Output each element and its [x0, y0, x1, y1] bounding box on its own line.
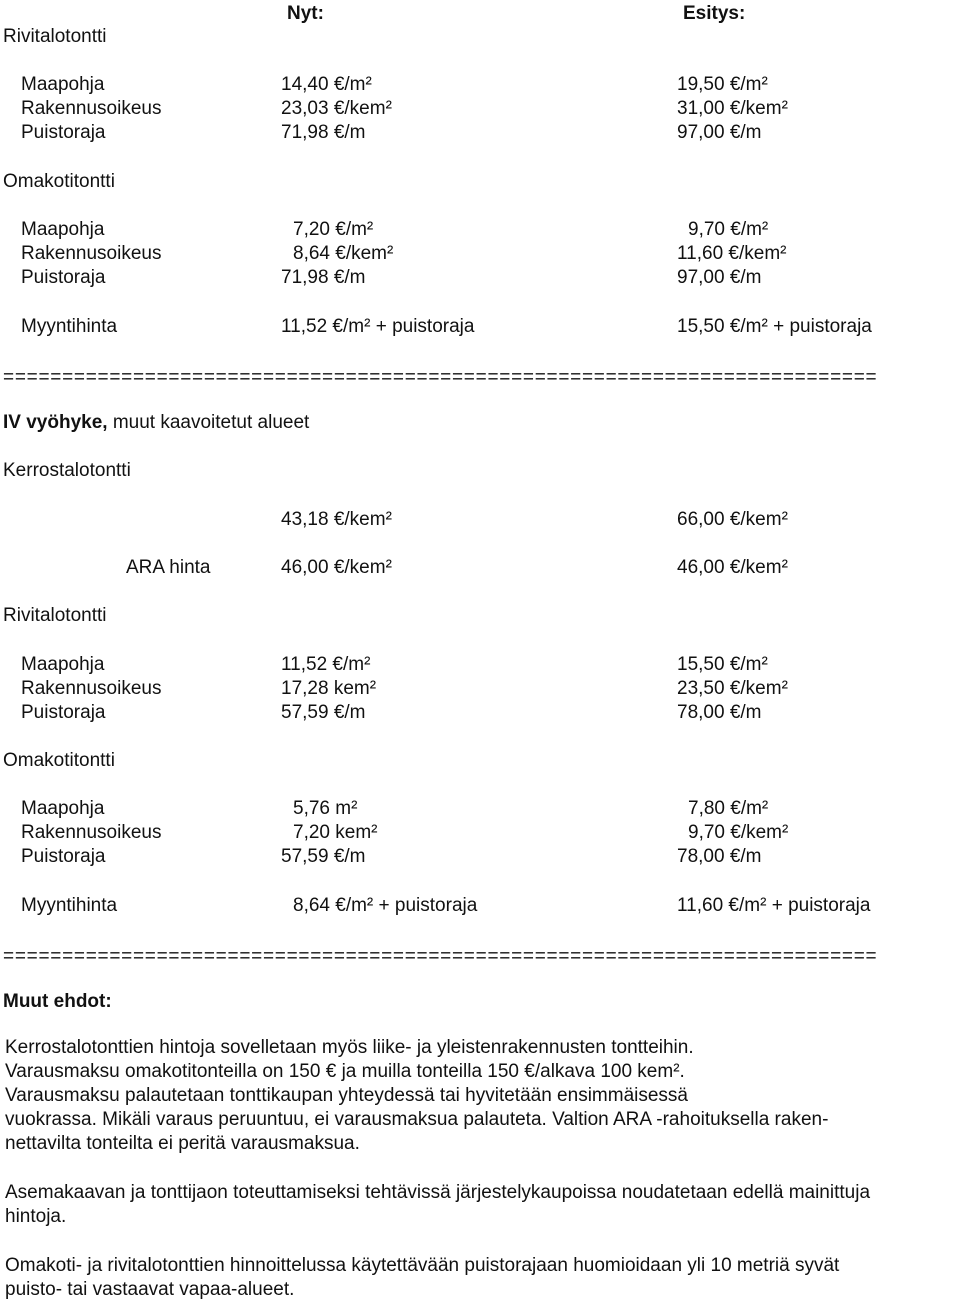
- conditions-paragraph-reservation: [5, 1036, 955, 1156]
- proposal-value: 97,00 €/m: [677, 267, 762, 288]
- ara-price-label: ARA hinta: [126, 557, 211, 578]
- now-value: 7,20 kem²: [293, 822, 378, 843]
- row-label: Puistoraja: [21, 267, 106, 288]
- proposal-value: 15,50 €/m²: [677, 654, 768, 675]
- conditions-paragraph-arrangement: [5, 1181, 955, 1229]
- row-label: Puistoraja: [21, 846, 106, 867]
- proposal-value: 78,00 €/m: [677, 702, 762, 723]
- row-label: Puistoraja: [21, 702, 106, 723]
- separator-line: ==========================================================================: [3, 367, 878, 388]
- now-value: 57,59 €/m: [281, 846, 366, 867]
- paragraph-line: vuokrassa. Mikäli varaus peruuntuu, ei varausmaksua palauteta. Valtion ARA -rahoituksella raken-: [5, 1109, 829, 1130]
- conditions-paragraph-park-border: [5, 1254, 955, 1302]
- section-label-rivitalotontti-iv: Rivitalotontti: [3, 605, 107, 626]
- sale-price-proposal: 15,50 €/m² + puistoraja: [677, 316, 872, 337]
- sale-price-label-iv: Myyntihinta: [21, 895, 118, 916]
- row-label: Maapohja: [21, 74, 105, 95]
- row-label: Rakennusoikeus: [21, 98, 162, 119]
- row-label: Puistoraja: [21, 122, 106, 143]
- sale-price-now-iv: 8,64 €/m² + puistoraja: [293, 895, 478, 916]
- row-label: Maapohja: [21, 219, 105, 240]
- paragraph-line: Varausmaksu omakotitonteilla on 150 € ja muilla tonteilla 150 €/alkava 100 kem².: [5, 1061, 685, 1082]
- proposal-value: 31,00 €/kem²: [677, 98, 788, 119]
- column-header-now: Nyt:: [287, 3, 324, 24]
- proposal-value: 9,70 €/m²: [688, 219, 769, 240]
- now-value: 57,59 €/m: [281, 702, 366, 723]
- zone-title: [3, 413, 309, 432]
- section-label-kerrostalotontti: Kerrostalotontti: [3, 460, 131, 481]
- proposal-value: 19,50 €/m²: [677, 74, 768, 95]
- proposal-value: 97,00 €/m: [677, 122, 762, 143]
- row-label: Maapohja: [21, 654, 105, 675]
- paragraph-line: Asemakaavan ja tonttijaon toteuttamiseksi tehtävissä järjestelykaupoissa noudatetaan edellä mainittuja: [5, 1182, 871, 1203]
- column-header-proposal: Esitys:: [683, 3, 746, 24]
- ara-price-proposal: 46,00 €/kem²: [677, 557, 788, 578]
- now-value: 5,76 m²: [293, 798, 358, 819]
- now-value: 71,98 €/m: [281, 122, 366, 143]
- sale-price-proposal-iv: 11,60 €/m² + puistoraja: [677, 895, 871, 916]
- kerrostalo-now: 43,18 €/kem²: [281, 509, 392, 530]
- row-label: Rakennusoikeus: [21, 678, 162, 699]
- now-value: 17,28 kem²: [281, 678, 377, 699]
- proposal-value: 23,50 €/kem²: [677, 678, 788, 699]
- now-value: 11,52 €/m²: [281, 654, 371, 675]
- conditions-heading: Muut ehdot:: [3, 991, 112, 1012]
- now-value: 7,20 €/m²: [293, 219, 374, 240]
- proposal-value: 9,70 €/kem²: [688, 822, 789, 843]
- paragraph-line: Kerrostalotonttien hintoja sovelletaan myös liike- ja yleistenrakennusten tontteihin.: [5, 1037, 694, 1058]
- row-label: Maapohja: [21, 798, 105, 819]
- zone-title-rest: muut kaavoitetut alueet: [107, 412, 310, 433]
- section-label-omakotitontti-iv: Omakotitontti: [3, 750, 115, 771]
- now-value: 8,64 €/kem²: [293, 243, 394, 264]
- paragraph-line: nettavilta tonteilta ei peritä varausmaksua.: [5, 1133, 360, 1154]
- paragraph-line: puisto- tai vastaavat vapaa-alueet.: [5, 1279, 295, 1300]
- paragraph-line: hintoja.: [5, 1206, 67, 1227]
- zone-title-bold: IV vyöhyke,: [3, 412, 108, 433]
- now-value: 14,40 €/m²: [281, 74, 372, 95]
- paragraph-line: Omakoti- ja rivitalotonttien hinnoittelussa käytettävään puistorajaan huomioidaan yli 10 metriä syvät: [5, 1255, 840, 1276]
- row-label: Rakennusoikeus: [21, 822, 162, 843]
- section-label-rivitalotontti: Rivitalotontti: [3, 26, 107, 47]
- sale-price-label: Myyntihinta: [21, 316, 118, 337]
- proposal-value: 7,80 €/m²: [688, 798, 769, 819]
- sale-price-now: 11,52 €/m² + puistoraja: [281, 316, 475, 337]
- proposal-value: 11,60 €/kem²: [677, 243, 787, 264]
- separator-line: ==========================================================================: [3, 946, 878, 967]
- row-label: Rakennusoikeus: [21, 243, 162, 264]
- paragraph-line: Varausmaksu palautetaan tonttikaupan yhteydessä tai hyvitetään ensimmäisessä: [5, 1085, 688, 1106]
- ara-price-now: 46,00 €/kem²: [281, 557, 392, 578]
- now-value: 23,03 €/kem²: [281, 98, 392, 119]
- section-label-omakotitontti: Omakotitontti: [3, 171, 115, 192]
- now-value: 71,98 €/m: [281, 267, 366, 288]
- proposal-value: 78,00 €/m: [677, 846, 762, 867]
- kerrostalo-proposal: 66,00 €/kem²: [677, 509, 788, 530]
